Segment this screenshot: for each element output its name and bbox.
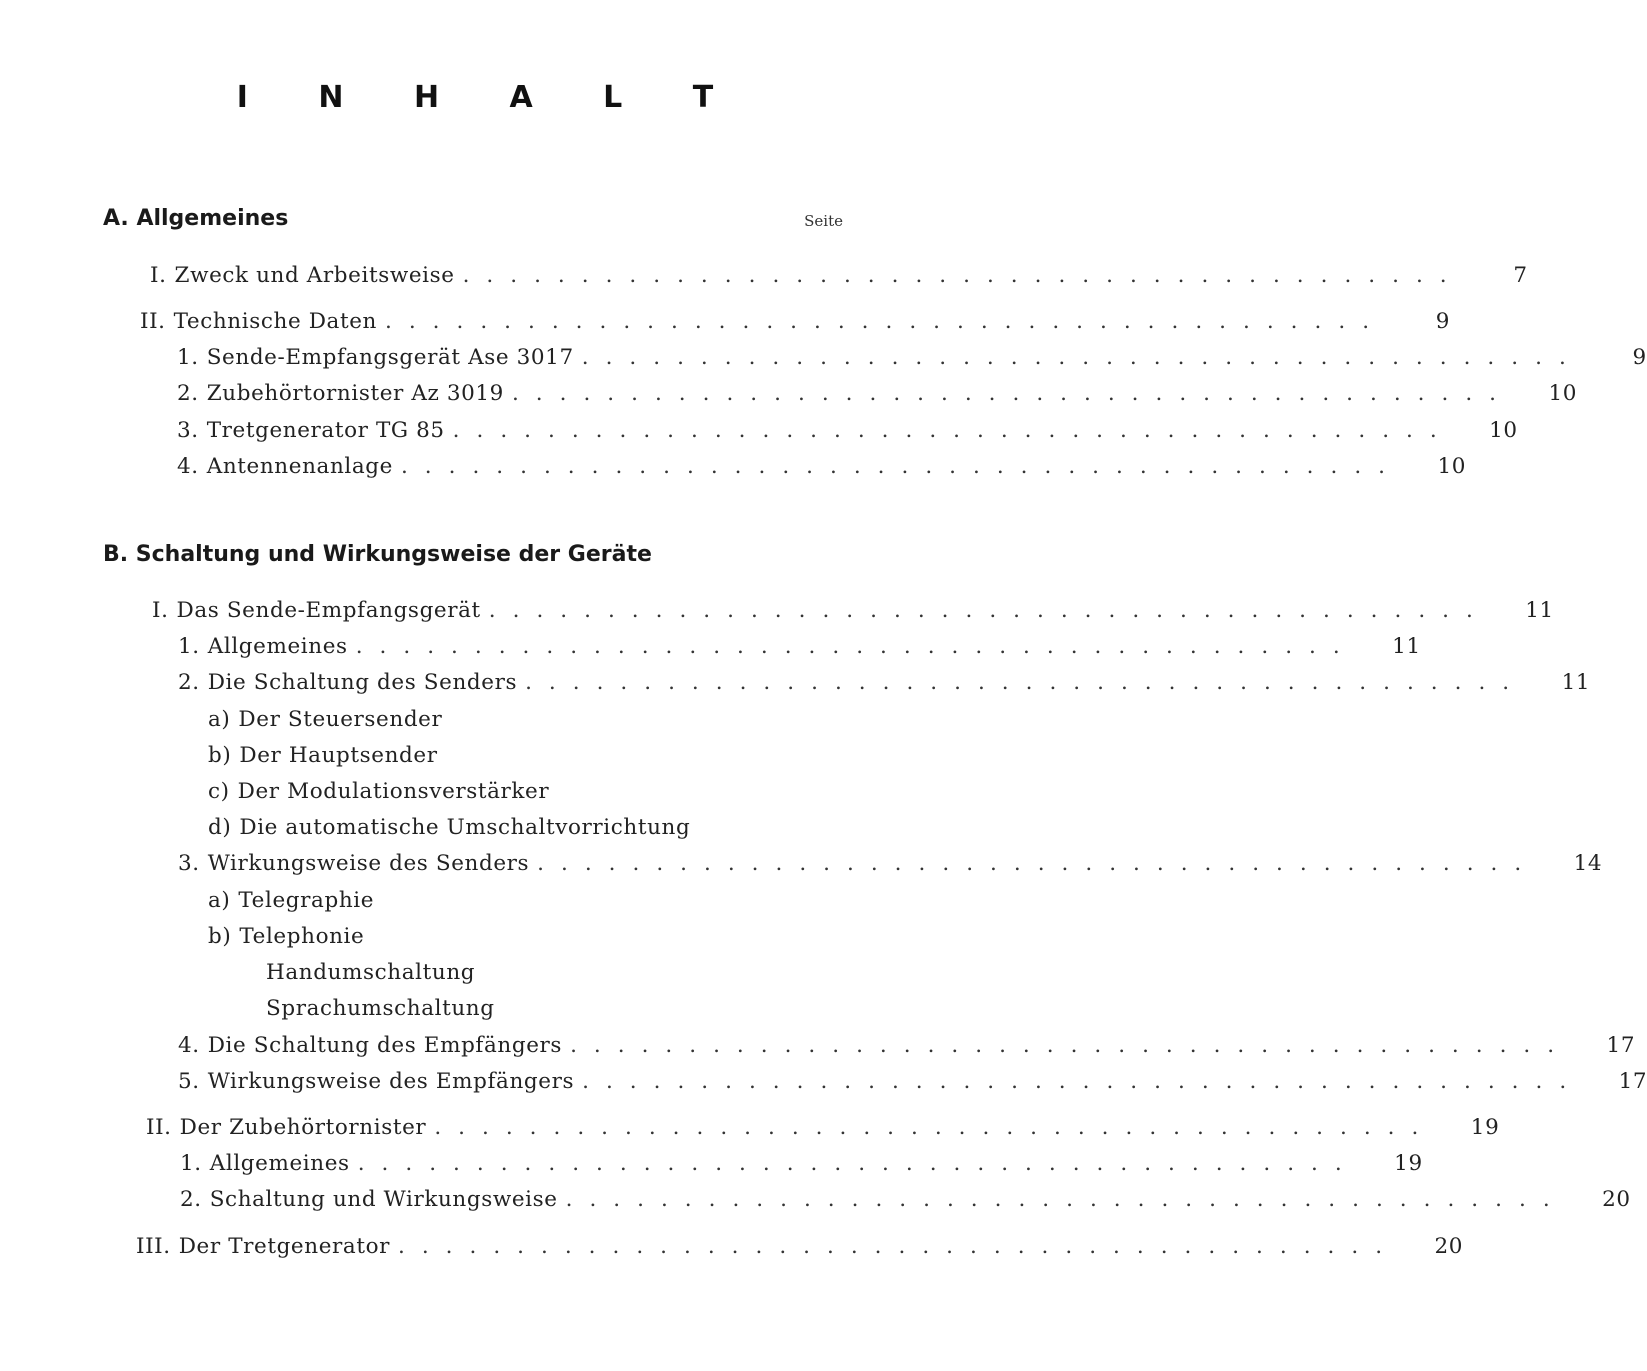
toc-subentry: [208, 743, 844, 773]
dot-leader: ..........................................: [400, 454, 1403, 479]
toc-entry: [177, 418, 1518, 448]
toc-subentry: [208, 888, 844, 918]
entry-title: Zubehörtornister Az 3019: [206, 381, 504, 406]
toc-entry: [150, 263, 1528, 293]
entry-page: 11: [1561, 670, 1591, 695]
entry-number: 1.: [177, 345, 199, 370]
entry-number: 1.: [178, 634, 200, 659]
section-heading-b: B. Schaltung und Wirkungsweise der Geräte: [103, 542, 652, 567]
entry-number: 2.: [177, 381, 199, 406]
page-column-label: Seite: [804, 212, 843, 230]
entry-page: 14: [1573, 851, 1603, 876]
entry-page: 10: [1489, 418, 1518, 443]
dot-leader: ..........................................: [525, 670, 1527, 695]
entry-title: Schaltung und Wirkungsweise: [209, 1187, 558, 1212]
entry-title: Die automatische Umschaltvorrichtung: [239, 815, 691, 840]
toc-entry: [136, 1234, 1464, 1264]
entry-number: 1.: [180, 1151, 202, 1176]
page-title: I N H A L T: [236, 80, 744, 115]
entry-number: 2.: [180, 1187, 202, 1212]
entry-title: Handumschaltung: [266, 960, 476, 985]
dot-leader: ..........................................: [384, 309, 1387, 334]
toc-subentry: [266, 960, 844, 990]
toc-subentry: [266, 996, 844, 1026]
dot-leader: ..........................................: [511, 381, 1514, 406]
toc-entry: [140, 309, 1451, 339]
entry-title: Antennenanlage: [206, 454, 393, 479]
dot-leader: ..........................................: [582, 1069, 1584, 1094]
toc-entry: [180, 1151, 1423, 1181]
entry-page: 20: [1434, 1234, 1464, 1259]
toc-entry: [178, 851, 1603, 881]
toc-entry: [178, 1033, 1636, 1063]
dot-leader: ..........................................: [398, 1234, 1400, 1259]
entry-title: Sende-Empfangsgerät Ase 3017: [206, 345, 574, 370]
dot-leader: ..........................................: [357, 1151, 1359, 1176]
entry-title: Das Sende-Empfangsgerät: [176, 598, 481, 623]
entry-title: Der Modulationsverstärker: [237, 779, 550, 804]
entry-title: Wirkungsweise des Senders: [207, 851, 530, 876]
entry-number: I.: [150, 263, 167, 288]
entry-page: 10: [1437, 454, 1467, 479]
entry-number: b): [208, 743, 232, 768]
entry-title: Allgemeines: [209, 1151, 350, 1176]
toc-entry: [152, 598, 1554, 628]
entry-title: Allgemeines: [207, 634, 348, 659]
entry-number: b): [208, 924, 232, 949]
toc-subentry: [208, 924, 844, 954]
entry-title: Telegraphie: [238, 888, 375, 913]
entry-page: 11: [1392, 634, 1421, 659]
entry-page: 11: [1525, 598, 1554, 623]
entry-number: 2.: [178, 670, 200, 695]
entry-page: 19: [1470, 1115, 1500, 1140]
toc-entry: [178, 1069, 1647, 1099]
entry-number: II.: [146, 1115, 172, 1140]
dot-leader: ..........................................: [462, 263, 1464, 288]
entry-page: 19: [1394, 1151, 1423, 1176]
entry-page: 10: [1548, 381, 1578, 406]
toc-subentry: [208, 815, 844, 845]
entry-title: Telephonie: [239, 924, 365, 949]
entry-title: Die Schaltung des Senders: [207, 670, 518, 695]
entry-title: Technische Daten: [173, 309, 377, 334]
toc-entry: [178, 634, 1421, 664]
toc-entry: [177, 345, 1647, 375]
dot-leader: ..........................................: [488, 598, 1490, 623]
toc-entry: [146, 1115, 1500, 1145]
entry-page: 20: [1602, 1187, 1631, 1212]
entry-title: Der Zubehörtornister: [179, 1115, 427, 1140]
entry-page: 17: [1618, 1069, 1647, 1094]
dot-leader: ..........................................: [537, 851, 1539, 876]
toc-entry: [177, 454, 1467, 484]
entry-number: 4.: [178, 1033, 200, 1058]
entry-number: 5.: [178, 1069, 200, 1094]
entry-title: Der Steuersender: [238, 707, 443, 732]
dot-leader: ..........................................: [570, 1033, 1572, 1058]
toc-subentry: [208, 707, 844, 737]
entry-number: a): [208, 707, 231, 732]
dot-leader: ..........................................: [355, 634, 1357, 659]
entry-number: 3.: [178, 851, 200, 876]
entry-page: 9: [1435, 309, 1451, 334]
entry-title: Sprachumschaltung: [266, 996, 495, 1021]
entry-number: 4.: [177, 454, 199, 479]
toc-entry: [178, 670, 1591, 700]
toc-subentry: [208, 779, 844, 809]
dot-leader: ..........................................: [434, 1115, 1436, 1140]
dot-leader: ..........................................: [452, 418, 1454, 443]
entry-title: Zweck und Arbeitsweise: [174, 263, 455, 288]
section-heading-a: A. Allgemeines: [103, 206, 289, 231]
toc-entry: [180, 1187, 1631, 1217]
entry-number: 3.: [177, 418, 199, 443]
entry-page: 9: [1632, 345, 1647, 370]
entry-page: 17: [1606, 1033, 1636, 1058]
dot-leader: ..........................................: [565, 1187, 1567, 1212]
entry-number: c): [208, 779, 230, 804]
entry-title: Wirkungsweise des Empfängers: [207, 1069, 575, 1094]
entry-page: 7: [1513, 263, 1528, 288]
entry-title: Die Schaltung des Empfängers: [207, 1033, 563, 1058]
toc-entry: [177, 381, 1578, 411]
entry-title: Der Hauptsender: [239, 743, 438, 768]
dot-leader: ..........................................: [581, 345, 1583, 370]
entry-number: a): [208, 888, 231, 913]
entry-number: d): [208, 815, 232, 840]
entry-title: Tretgenerator TG 85: [206, 418, 445, 443]
entry-number: I.: [152, 598, 169, 623]
entry-title: Der Tretgenerator: [178, 1234, 390, 1259]
entry-number: III.: [136, 1234, 171, 1259]
entry-number: II.: [140, 309, 166, 334]
